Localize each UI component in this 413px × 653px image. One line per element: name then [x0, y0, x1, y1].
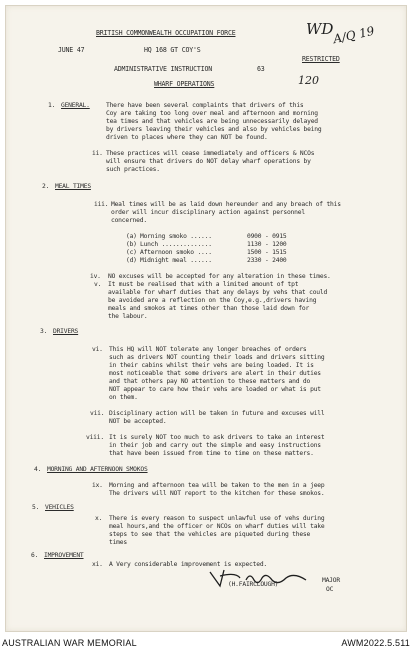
- section-number: 3.: [40, 328, 48, 335]
- paragraph-line: NO excuses will be accepted for any alteration in these times.: [108, 273, 331, 280]
- paragraph-line: available for wharf duties that any delays by vehs that could: [108, 289, 328, 296]
- paragraph-line: order will incur disciplinary action against personnel: [111, 209, 305, 216]
- sub-number: vi.: [92, 346, 103, 353]
- paragraph-line: These practices will cease immediately and officers & NCOs: [106, 150, 315, 157]
- meal-label: Lunch ..............: [140, 241, 212, 248]
- meal-key: (b): [126, 241, 137, 248]
- paragraph-line: steps to see that the vehicles are piqueted during these: [109, 531, 311, 538]
- paragraph-line: Meal times will be as laid down hereunder and any breach of this: [111, 201, 341, 208]
- date-line: JUNE 47: [58, 46, 85, 54]
- handwritten-reference: A/Q 19: [331, 23, 376, 47]
- meal-label: Morning smoko ......: [140, 233, 212, 240]
- archive-name: AUSTRALIAN WAR MEMORIAL: [2, 638, 137, 648]
- paragraph-line: and that others pay NO attention to these matters and do: [109, 378, 311, 385]
- section-title-general: GENERAL.: [61, 102, 90, 109]
- paragraph-line: will ensure that drivers do NOT delay wharf operations by: [106, 158, 311, 165]
- paragraph-line: most noticeable that some drivers are alert in their duties: [109, 370, 321, 377]
- handwritten-number: 120: [298, 74, 319, 87]
- paragraph-line: It is surely NOT too much to ask drivers to take an interest: [109, 434, 325, 441]
- signatory-rank: MAJOR: [322, 577, 340, 584]
- section-number: 6.: [31, 552, 39, 559]
- paragraph-line: This HQ will NOT tolerate any longer breaches of orders: [109, 346, 307, 353]
- meal-key: (d): [126, 257, 137, 264]
- sub-number: viii.: [86, 434, 104, 441]
- paragraph-line: by drivers leaving their vehicles and also by vehicles being: [106, 126, 322, 133]
- unit-name: HQ 168 GT COY'S: [144, 46, 201, 54]
- paragraph-line: A Very considerable improvement is expected.: [109, 561, 268, 568]
- sub-number: vii.: [90, 410, 105, 417]
- section-number: 5.: [32, 504, 40, 511]
- paragraph-line: times: [109, 539, 127, 546]
- paragraph-line: that have been issued from time to time on these matters.: [109, 450, 314, 457]
- paragraph-line: concerned.: [111, 217, 147, 224]
- meal-label: Afternoon smoko ....: [140, 249, 212, 256]
- sub-number: ii.: [92, 150, 103, 157]
- archive-catalogue-number: AWM2022.5.511: [341, 638, 410, 648]
- paragraph-line: be avoided are a reflection on the Coy,e.g.,drivers having: [108, 297, 317, 304]
- section-title-vehicles: VEHICLES: [45, 504, 74, 511]
- sub-number: iii.: [94, 201, 109, 208]
- paragraph-line: the labour.: [108, 313, 148, 320]
- signatory-appointment: OC: [326, 586, 334, 593]
- sub-number: x.: [95, 515, 103, 522]
- meal-time: 0900 - 0915: [247, 233, 287, 240]
- meal-time: 1130 - 1200: [247, 241, 287, 248]
- paragraph-line: The drivers will NOT report to the kitchen for these smokos.: [109, 490, 325, 497]
- section-number: 2.: [42, 183, 50, 190]
- paragraph-line: in their cabins whilst their vehs are being loaded. It is: [109, 362, 314, 369]
- force-heading: BRITISH COMMONWEALTH OCCUPATION FORCE: [96, 29, 236, 37]
- paragraph-line: There is every reason to suspect unlawful use of vehs during: [109, 515, 325, 522]
- section-title-smokos: MORNING AND AFTERNOON SMOKOS: [47, 466, 148, 473]
- classification-label: RESTRICTED: [302, 55, 340, 63]
- paragraph-line: meal hours,and the officer or NCOs on wharf duties will take: [109, 523, 325, 530]
- subject-heading: WHARF OPERATIONS: [154, 80, 215, 88]
- signatory-name: (H.FAIRCLOUGH): [228, 581, 279, 588]
- sub-number: v.: [94, 281, 102, 288]
- handwritten-signature: [206, 566, 316, 592]
- meal-time: 2330 - 2400: [247, 257, 287, 264]
- document-number: 63: [257, 65, 265, 73]
- document-page: [5, 5, 407, 632]
- paragraph-line: Morning and afternoon tea will be taken to the men in a jeep: [109, 482, 325, 489]
- paragraph-line: It must be realised that with a limited amount of tpt: [108, 281, 299, 288]
- paragraph-line: tea times and that vehicles are being unnecessarily delayed: [106, 118, 318, 125]
- section-number: 1.: [48, 102, 56, 109]
- paragraph-line: NOT be accepted.: [109, 418, 167, 425]
- paragraph-line: There have been several complaints that drivers of this: [106, 102, 304, 109]
- paragraph-line: Disciplinary action will be taken in future and excuses will: [109, 410, 325, 417]
- meal-key: (c): [126, 249, 137, 256]
- handwritten-wd: WD: [306, 20, 334, 38]
- archive-footer: [0, 632, 413, 653]
- paragraph-line: NOT appear to care how their vehs are loaded or what is put: [109, 386, 321, 393]
- section-title-drivers: DRIVERS: [53, 328, 79, 335]
- paragraph-line: in their job and carry out the simple and easy instructions: [109, 442, 321, 449]
- section-title-meal-times: MEAL TIMES: [55, 183, 91, 190]
- section-number: 4.: [34, 466, 42, 473]
- section-title-improvement: IMPROVEMENT: [44, 552, 84, 559]
- sub-number: xi.: [92, 561, 103, 568]
- sub-number: iv.: [90, 273, 101, 280]
- meal-time: 1500 - 1515: [247, 249, 287, 256]
- paragraph-line: driven to places where they can NOT be found.: [106, 134, 268, 141]
- paragraph-line: Coy are taking too long over meal and afternoon and morning: [106, 110, 318, 117]
- meal-label: Midnight meal ......: [140, 257, 212, 264]
- document-title: ADMINISTRATIVE INSTRUCTION: [114, 65, 213, 73]
- paragraph-line: on them.: [109, 394, 138, 401]
- sub-number: ix.: [92, 482, 103, 489]
- paragraph-line: such as drivers NOT counting their loads and drivers sitting: [109, 354, 325, 361]
- meal-key: (a): [126, 233, 137, 240]
- paragraph-line: meals and smokos at times other than those laid down for: [108, 305, 310, 312]
- paragraph-line: such practices.: [106, 166, 160, 173]
